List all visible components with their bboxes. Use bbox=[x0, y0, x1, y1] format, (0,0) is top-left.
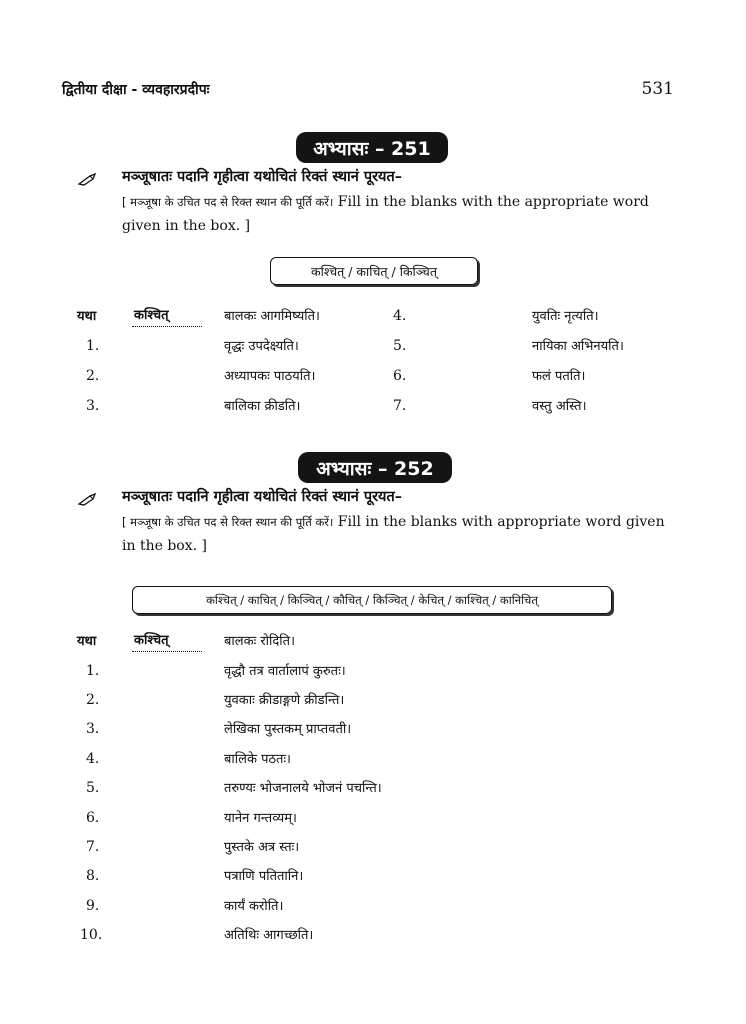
list-item: फलं पतति। bbox=[532, 369, 586, 384]
item-number: 4. bbox=[86, 751, 100, 767]
list-item: पत्राणि पतितानि। bbox=[224, 869, 304, 884]
item-number: 5. bbox=[86, 780, 100, 796]
list-item: बालिका क्रीडति। bbox=[224, 399, 301, 414]
list-item: अध्यापकः पाठयति। bbox=[224, 369, 316, 384]
list-item: बालिके पठतः। bbox=[224, 752, 291, 767]
example-sentence: बालकः आगमिष्यति। bbox=[224, 309, 320, 324]
page-header bbox=[62, 78, 674, 100]
list-item: युवतिः नृत्यति। bbox=[532, 309, 599, 324]
example-answer: कश्चित् bbox=[132, 306, 202, 327]
item-number: 9. bbox=[86, 898, 100, 914]
pen-nib-icon bbox=[78, 172, 98, 186]
item-number: 2. bbox=[86, 368, 100, 384]
list-item: कार्यं करोति। bbox=[224, 899, 284, 914]
item-number: 1. bbox=[86, 338, 100, 354]
word-box-251: कश्चित् / काचित् / किञ्चित् bbox=[270, 257, 478, 285]
exercise-251-translation bbox=[122, 190, 678, 238]
exercise-252-translation bbox=[122, 510, 678, 558]
item-number: 3. bbox=[86, 721, 100, 737]
word-box-252: कश्चित् / काचित् / किञ्चित् / कौचित् / किञ्चित् / केचित् / काश्चित् / कानिचित् bbox=[132, 586, 612, 614]
item-number: 7. bbox=[393, 398, 407, 414]
list-item: लेखिका पुस्तकम् प्राप्तवती। bbox=[224, 722, 352, 737]
pen-nib-icon bbox=[78, 492, 98, 506]
list-item: यानेन गन्तव्यम्। bbox=[224, 811, 297, 826]
item-number: 8. bbox=[86, 868, 100, 884]
exercise-252-title: अभ्यासः – 252 bbox=[298, 452, 452, 483]
item-number: 10. bbox=[80, 927, 103, 943]
item-number: 1. bbox=[86, 663, 100, 679]
item-number: 4. bbox=[393, 308, 407, 324]
exercise-251-instruction: मञ्जूषातः पदानि गृहीत्वा यथोचितं रिक्तं स्थानं पूरयत– bbox=[122, 169, 402, 185]
item-number: 2. bbox=[86, 692, 100, 708]
example-label: यथा bbox=[77, 634, 97, 649]
english-instruction: Fill in the blanks with the appropriate word given in the box. ] bbox=[122, 194, 649, 234]
list-item: अतिथिः आगच्छति। bbox=[224, 928, 314, 943]
list-item: युवकाः क्रीडाङ्गणे क्रीडन्ति। bbox=[224, 693, 345, 708]
exercise-251-title: अभ्यासः – 251 bbox=[296, 132, 448, 163]
hindi-instruction: [ मञ्जूषा के उचित पद से रिक्त स्थान की पूर्ति करें। bbox=[122, 515, 334, 529]
example-label: यथा bbox=[77, 309, 97, 324]
list-item: तरुण्यः भोजनालये भोजनं पचन्ति। bbox=[224, 781, 382, 796]
example-sentence: बालकः रोदिति। bbox=[224, 634, 296, 649]
item-number: 5. bbox=[393, 338, 407, 354]
page-number: 531 bbox=[641, 79, 674, 99]
list-item: वृद्धौ तत्र वार्तालापं कुरुतः। bbox=[224, 664, 346, 679]
list-item: वृद्धः उपदेक्ष्यति। bbox=[224, 339, 299, 354]
example-answer: कश्चित् bbox=[132, 631, 202, 652]
item-number: 3. bbox=[86, 398, 100, 414]
list-item: वस्तु अस्ति। bbox=[532, 399, 587, 414]
item-number: 7. bbox=[86, 839, 100, 855]
list-item: पुस्तके अत्र स्तः। bbox=[224, 840, 300, 855]
item-number: 6. bbox=[86, 810, 100, 826]
english-instruction: Fill in the blanks with appropriate word given in the box. ] bbox=[122, 514, 665, 554]
exercise-252-instruction: मञ्जूषातः पदानि गृहीत्वा यथोचितं रिक्तं स्थानं पूरयत– bbox=[122, 489, 402, 505]
running-title: द्वितीया दीक्षा - व्यवहारप्रदीपः bbox=[62, 81, 210, 98]
list-item: नायिका अभिनयति। bbox=[532, 339, 624, 354]
hindi-instruction: [ मञ्जूषा के उचित पद से रिक्त स्थान की पूर्ति करें। bbox=[122, 195, 334, 209]
item-number: 6. bbox=[393, 368, 407, 384]
